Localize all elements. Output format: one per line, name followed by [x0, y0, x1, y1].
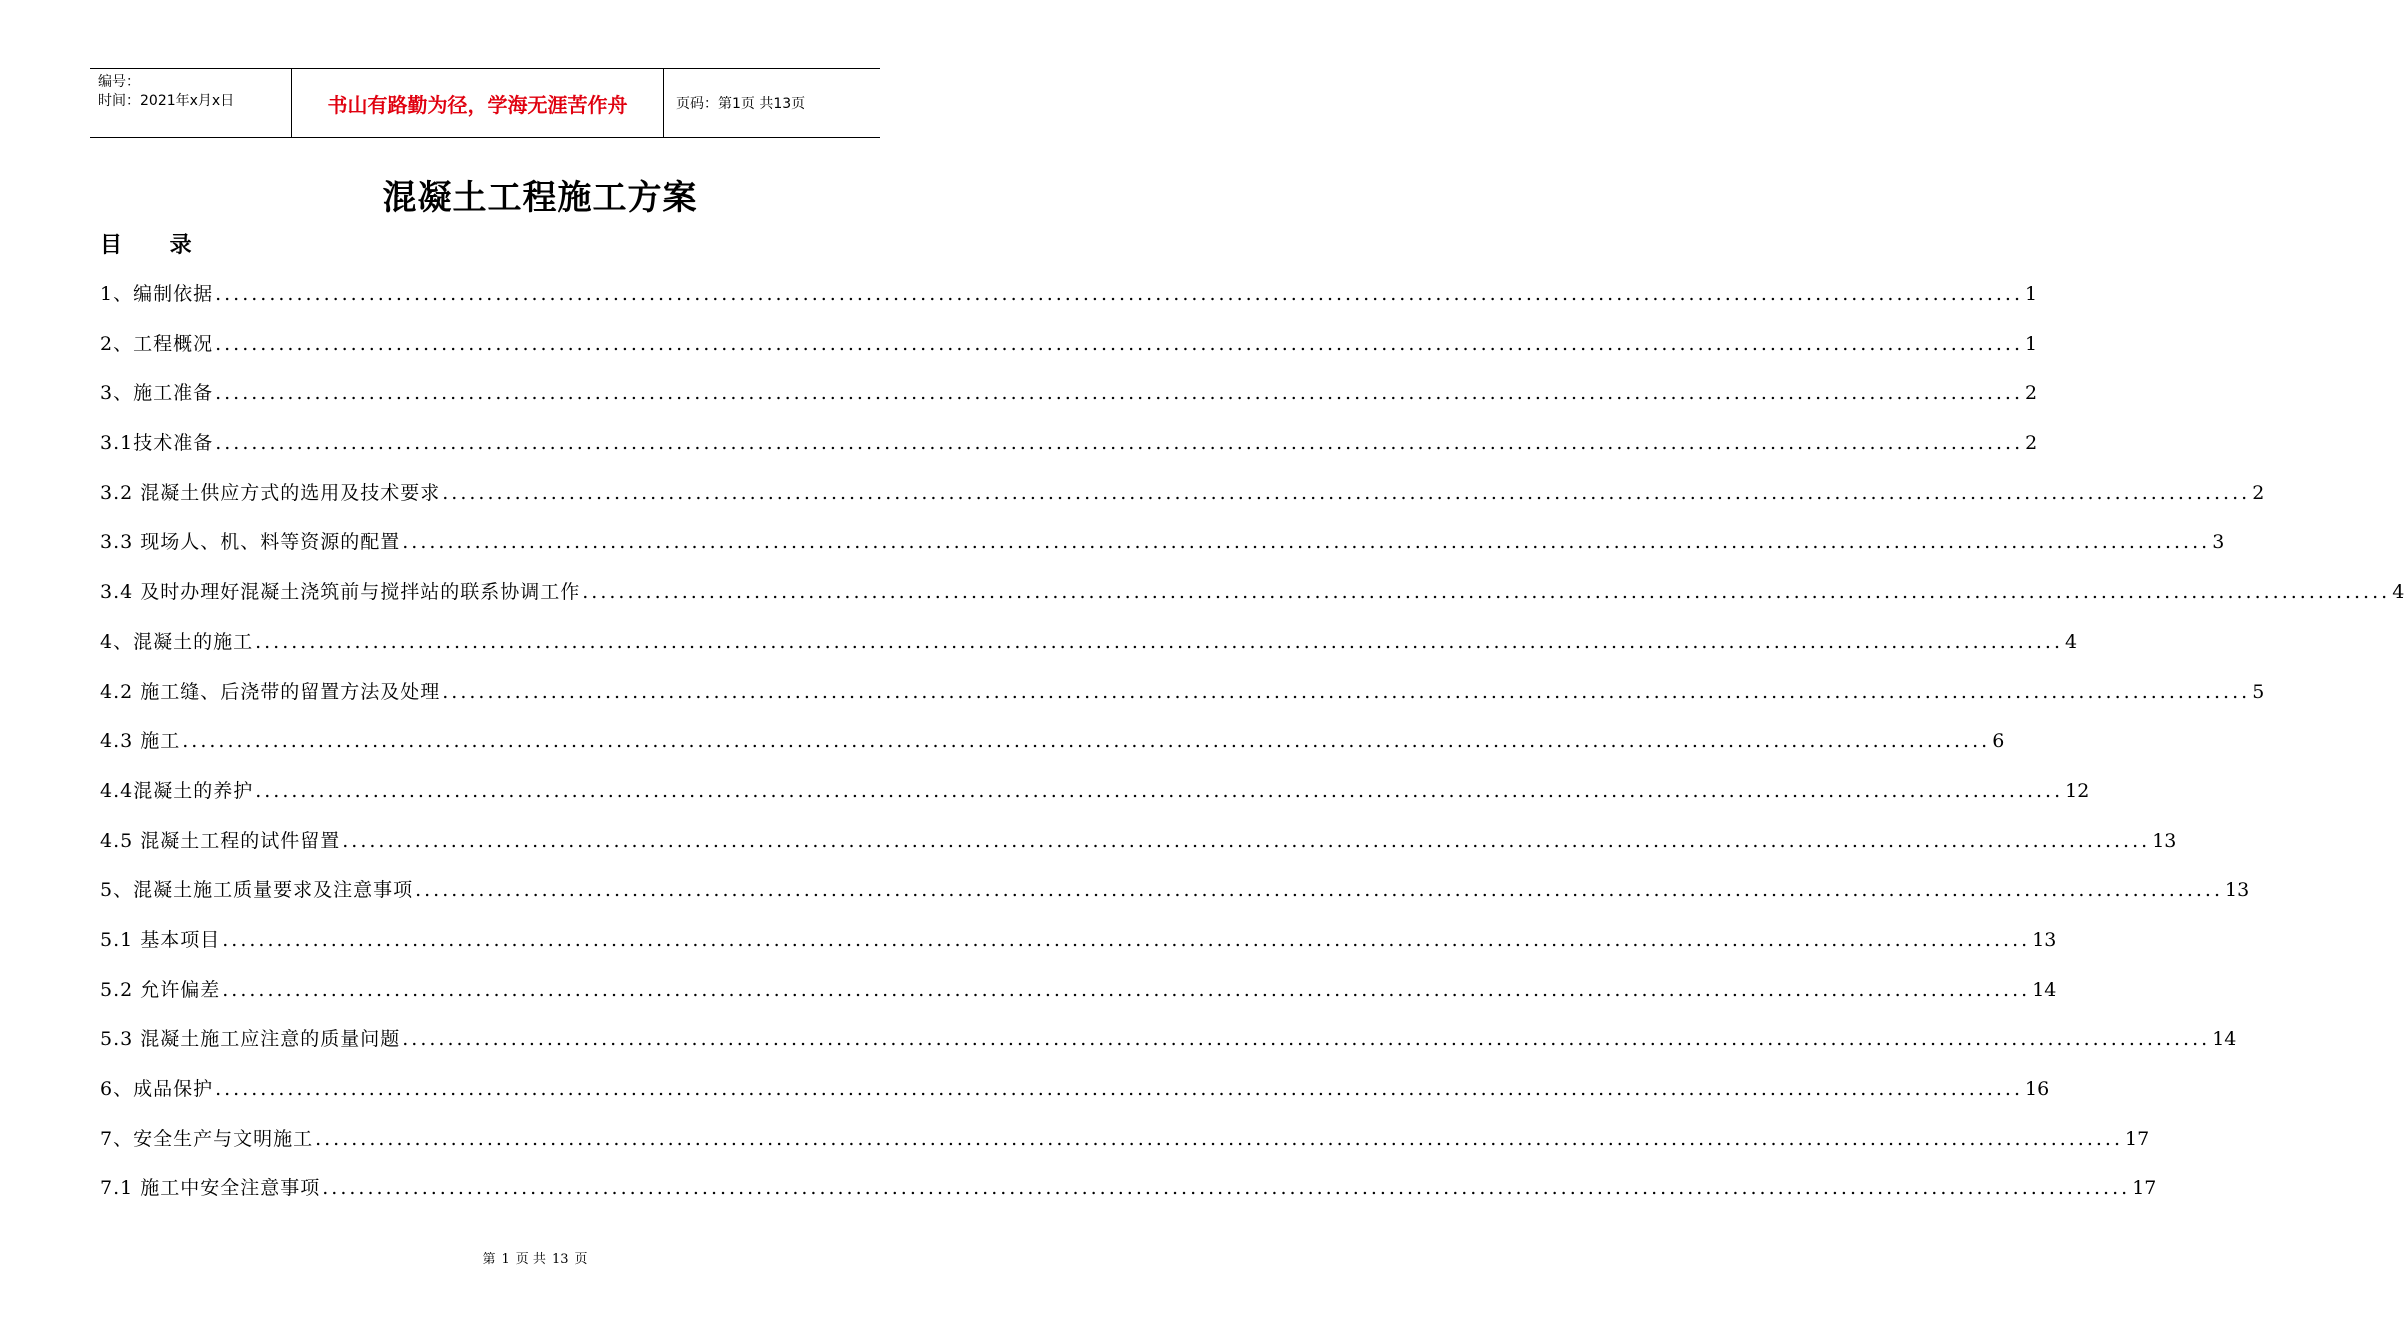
footer-page-number: 1: [501, 1252, 510, 1267]
toc-entry[interactable]: [100, 477, 2265, 527]
toc-entry-label: 3、施工准备: [100, 382, 214, 405]
toc-entry-page: 16: [2025, 1078, 2050, 1100]
header-table: [90, 68, 880, 138]
toc-entry[interactable]: [100, 377, 2038, 427]
toc-entry[interactable]: [100, 1172, 2157, 1222]
toc-dot-leader: ........................................................................................................................................................................................................: [222, 978, 2031, 1001]
toc-entry-label: 3.4 及时办理好混凝土浇筑前与搅拌站的联系协调工作: [100, 581, 581, 604]
toc-entry-page: 12: [2065, 779, 2090, 802]
toc-entry-label: 4.4混凝土的养护: [100, 779, 254, 802]
toc-dot-leader: ........................................................................................................................................................................................................: [215, 382, 2024, 405]
toc-entry[interactable]: [100, 924, 2057, 974]
toc-entry[interactable]: [100, 576, 2404, 626]
toc-entry[interactable]: [100, 328, 2038, 378]
toc-entry-label: 3.3 现场人、机、料等资源的配置: [100, 531, 401, 554]
toc-dot-leader: ........................................................................................................................................................................................................: [415, 879, 2224, 902]
toc-entry-label: 4.3 施工: [100, 730, 181, 753]
toc-entry-label: 1、编制依据: [100, 283, 214, 305]
toc-entry[interactable]: [100, 775, 2090, 825]
toc-entry[interactable]: [100, 1073, 2050, 1123]
toc-entry[interactable]: [100, 427, 2038, 477]
toc-dot-leader: ........................................................................................................................................................................................................: [215, 283, 2024, 305]
toc-entry-page: 4: [2065, 630, 2078, 653]
toc-entry-page: 2: [2252, 481, 2265, 504]
toc-heading: 目 录: [100, 232, 212, 258]
toc-entry-page: 2: [2025, 382, 2038, 405]
toc-entry-page: 3: [2212, 531, 2225, 554]
footer-prefix: 第: [482, 1252, 496, 1267]
toc-dot-leader: ........................................................................................................................................................................................................: [215, 432, 2024, 455]
toc-dot-leader: ........................................................................................................................................................................................................: [402, 531, 2211, 554]
toc-entry[interactable]: [100, 974, 2057, 1024]
page-footer: [0, 1248, 1070, 1267]
toc-entry[interactable]: [100, 278, 2038, 328]
toc-entry[interactable]: [100, 526, 2225, 576]
toc-dot-leader: ........................................................................................................................................................................................................: [582, 581, 2391, 604]
toc-entry-page: 13: [2225, 879, 2250, 902]
toc-entry-page: 14: [2212, 1028, 2237, 1051]
toc-entry-label: 4、混凝土的施工: [100, 630, 254, 653]
toc-entry[interactable]: [100, 725, 2005, 775]
toc-entry-label: 4.2 施工缝、后浇带的留置方法及处理: [100, 680, 441, 703]
toc-dot-leader: ........................................................................................................................................................................................................: [222, 928, 2031, 951]
toc-entry-label: 3.1技术准备: [100, 432, 214, 455]
toc-entry-page: 17: [2125, 1127, 2150, 1150]
toc-entry[interactable]: [100, 1023, 2237, 1073]
toc-dot-leader: ........................................................................................................................................................................................................: [442, 680, 2251, 703]
toc-entry[interactable]: [100, 676, 2265, 726]
toc-entry-label: 6、成品保护: [100, 1078, 214, 1100]
toc-entry-label: 7.1 施工中安全注意事项: [100, 1177, 321, 1200]
toc-entry-page: 13: [2032, 928, 2057, 951]
toc-dot-leader: ........................................................................................................................................................................................................: [442, 481, 2251, 504]
toc-entry-label: 2、工程概况: [100, 332, 214, 355]
toc-entry-page: 2: [2025, 432, 2038, 455]
toc-entry-page: 14: [2032, 978, 2057, 1001]
toc-dot-leader: ........................................................................................................................................................................................................: [255, 779, 2064, 802]
toc-entry-label: 5.2 允许偏差: [100, 978, 221, 1001]
toc-entry-page: 4: [2392, 581, 2404, 604]
toc-entry-page: 6: [1992, 730, 2005, 753]
toc-dot-leader: ........................................................................................................................................................................................................: [182, 730, 1991, 753]
toc-entry[interactable]: [100, 626, 2078, 676]
toc-dot-leader: ........................................................................................................................................................................................................: [215, 332, 2024, 355]
toc-entry-label: 3.2 混凝土供应方式的选用及技术要求: [100, 481, 441, 504]
footer-suffix: 页: [574, 1252, 588, 1267]
toc-dot-leader: ........................................................................................................................................................................................................: [342, 829, 2151, 852]
toc-entry-page: 1: [2025, 283, 2038, 305]
header-page-info: 页码：第1页 共13页: [676, 96, 806, 112]
document-title: 混凝土工程施工方案: [382, 178, 698, 218]
toc-entry[interactable]: [100, 1123, 2150, 1173]
toc-entry[interactable]: [100, 874, 2250, 924]
table-of-contents: [100, 278, 2404, 1222]
toc-entry[interactable]: [100, 825, 2177, 875]
toc-entry-page: 1: [2025, 332, 2038, 355]
toc-entry-label: 5.1 基本项目: [100, 928, 221, 951]
toc-dot-leader: ........................................................................................................................................................................................................: [322, 1177, 2131, 1200]
document-number-label: 编号：: [98, 74, 140, 90]
footer-middle: 页 共: [515, 1252, 546, 1267]
footer-total-pages: 13: [551, 1252, 569, 1267]
document-time-label: 时间：2021年x月x日: [98, 93, 235, 109]
toc-entry-label: 5、混凝土施工质量要求及注意事项: [100, 879, 414, 902]
toc-entry-page: 5: [2252, 680, 2265, 703]
toc-entry-label: 5.3 混凝土施工应注意的质量问题: [100, 1028, 401, 1051]
toc-entry-label: 4.5 混凝土工程的试件留置: [100, 829, 341, 852]
toc-dot-leader: ........................................................................................................................................................................................................: [315, 1127, 2124, 1150]
header-meta: [90, 69, 291, 137]
toc-entry-page: 13: [2152, 829, 2177, 852]
header-motto: 书山有路勤为径，学海无涯苦作舟: [291, 69, 664, 137]
toc-entry-label: 7、安全生产与文明施工: [100, 1127, 314, 1150]
toc-dot-leader: ........................................................................................................................................................................................................: [215, 1078, 2024, 1100]
toc-dot-leader: ........................................................................................................................................................................................................: [255, 630, 2064, 653]
toc-dot-leader: ........................................................................................................................................................................................................: [402, 1028, 2211, 1051]
toc-entry-page: 17: [2132, 1177, 2157, 1200]
